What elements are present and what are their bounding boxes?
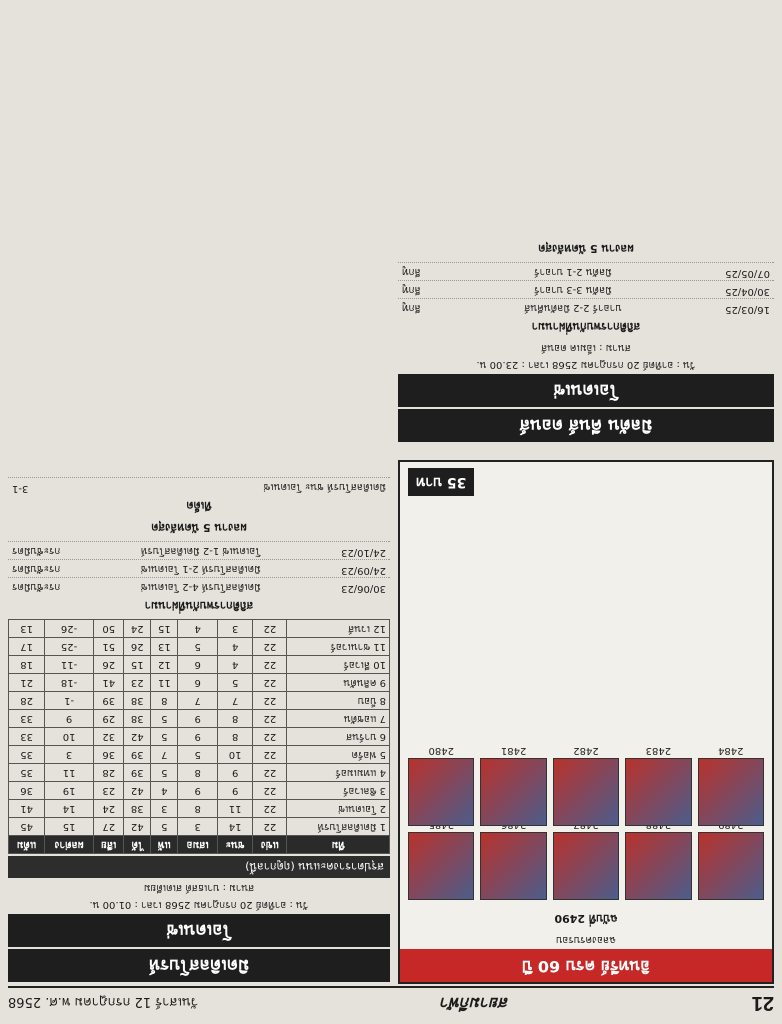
stat-cell: 17	[9, 638, 45, 656]
team-name-cell: 11 ซานเวอร์	[287, 638, 390, 656]
stat-cell: 42	[124, 782, 151, 800]
standings-row	[9, 764, 390, 782]
stat-cell: 6	[178, 656, 218, 674]
last5-heading-left: ผลงาน 5 นัดหลังสุด	[538, 242, 634, 255]
stat-cell: 35	[9, 764, 45, 782]
stat-cell: 14	[218, 818, 253, 836]
stat-cell: 7	[151, 746, 178, 764]
h2h-heading-left: สถิติการพบกันที่ผ่านมา	[531, 320, 641, 333]
stat-cell: 11	[151, 674, 178, 692]
stat-cell: 28	[94, 764, 124, 782]
cover-issue-number: 2480	[428, 745, 454, 756]
col-gf: ได้	[124, 836, 151, 854]
standings-row	[9, 620, 390, 638]
stat-cell: 22	[253, 710, 287, 728]
stat-cell: 39	[94, 692, 124, 710]
h2h-date: 16/03/25	[725, 304, 770, 315]
ad-price: 35 บาท	[408, 468, 474, 496]
magazine-cover-thumb	[698, 745, 764, 826]
team-name-cell: 8 บ็อบ	[287, 692, 390, 710]
stat-cell: 4	[178, 620, 218, 638]
stat-cell: 11	[45, 764, 94, 782]
col-points: แต้ม	[9, 836, 45, 854]
stat-cell: 9	[178, 728, 218, 746]
stat-cell: 15	[124, 656, 151, 674]
stat-cell: -1	[45, 692, 94, 710]
magazine-cover-thumb	[408, 745, 474, 826]
stat-cell: 5	[151, 728, 178, 746]
h2h-text: โอเดนเซ่ 1-2 มิดเดิลสโบรห์	[140, 545, 261, 556]
ad-label: ฉลองครบรอบ	[556, 934, 616, 945]
h2h-comp: กระชับมิตร	[12, 545, 61, 556]
stat-cell: 11	[218, 800, 253, 818]
stat-cell: 23	[94, 782, 124, 800]
stat-cell: 22	[253, 782, 287, 800]
h2h-list	[8, 541, 390, 595]
h2h-row	[398, 280, 774, 298]
standings-row	[9, 818, 390, 836]
standings-title: สรุปตารางคะแนน (ฤดูกาลนี้)	[8, 856, 390, 878]
stat-cell: 42	[124, 818, 151, 836]
col-ga: เสีย	[94, 836, 124, 854]
stat-cell: -26	[45, 620, 94, 638]
cover-issue-number: 2482	[573, 745, 599, 756]
stat-cell: 8	[178, 800, 218, 818]
h2h-row	[8, 541, 390, 559]
stat-cell: 8	[218, 728, 253, 746]
stat-cell: 24	[94, 800, 124, 818]
h2h-row	[398, 262, 774, 280]
last5-heading: ผลงาน 5 นัดหลังสุด	[151, 521, 247, 534]
h2h-row	[8, 559, 390, 577]
team-name-cell: 9 คลินตัน	[287, 674, 390, 692]
match-column-left	[398, 8, 774, 444]
h2h-date: 30/06/23	[341, 583, 386, 594]
match-column-right	[8, 8, 390, 984]
issue-date: วันเสาร์ 12 กรกฎาคม พ.ศ. 2568	[8, 994, 199, 1010]
stat-cell: 41	[9, 800, 45, 818]
cover-issue-number: 2481	[500, 745, 527, 756]
standings-header-row	[9, 836, 390, 854]
stat-cell: 36	[9, 782, 45, 800]
match-title-left: มิลตัน คีนส์ ดอนส์	[398, 409, 774, 442]
h2h-date: 30/04/25	[725, 286, 770, 297]
stat-cell: 19	[45, 782, 94, 800]
stat-cell: 9	[218, 782, 253, 800]
stat-cell: 14	[45, 800, 94, 818]
stat-cell: 8	[178, 764, 218, 782]
h2h-comp: ลีกทู	[402, 284, 421, 295]
h2h-comp: ลีกทู	[402, 302, 421, 313]
stat-cell: 8	[151, 692, 178, 710]
match-title-away: โอเดนเซ่	[8, 914, 390, 947]
magazine-cover-thumb	[480, 832, 546, 900]
stat-cell: 27	[94, 818, 124, 836]
stat-cell: 18	[9, 656, 45, 674]
stat-cell: 3	[151, 800, 178, 818]
magazine-cover-thumb	[698, 832, 764, 900]
team-name-cell: 12 เวนส์	[287, 620, 390, 638]
stat-cell: 3	[178, 818, 218, 836]
h2h-date: 07/05/25	[725, 268, 770, 279]
stat-cell: 13	[9, 620, 45, 638]
team-name-cell: 7 แอชตัน	[287, 710, 390, 728]
stat-cell: 8	[218, 710, 253, 728]
stat-cell: 29	[94, 710, 124, 728]
stat-cell: 50	[94, 620, 124, 638]
stat-cell: 5	[151, 818, 178, 836]
stat-cell: 7	[218, 692, 253, 710]
standings-row	[9, 674, 390, 692]
h2h-list-left	[398, 262, 774, 316]
stat-cell: 13	[151, 638, 178, 656]
magazine-cover-thumb	[553, 745, 619, 826]
standings-row	[9, 638, 390, 656]
venue-left: สนาม : เอ็มเค ดอนส์	[541, 342, 631, 353]
stat-cell: 51	[94, 638, 124, 656]
magazine-cover-thumb	[480, 745, 546, 826]
team-name-cell: 6 บาร์นส	[287, 728, 390, 746]
stat-cell: 10	[45, 728, 94, 746]
match-sub-left: โอเดนเซ่	[398, 374, 774, 407]
ad-issue: ฉบับที่ 2490	[554, 912, 618, 925]
stat-cell: 41	[94, 674, 124, 692]
stat-cell: 26	[124, 638, 151, 656]
stat-cell: 5	[178, 746, 218, 764]
stat-cell: 33	[9, 710, 45, 728]
h2h-row	[8, 577, 390, 595]
col-gd: ผลต่าง	[45, 836, 94, 854]
team-name-cell: 2 โอเดนเซ่	[287, 800, 390, 818]
standings-row	[9, 800, 390, 818]
kickoff-info: วัน : อาทิตย์ 20 กรกฎาคม 2568 เวลา : 01.00 น.	[89, 899, 309, 910]
stat-cell: 4	[151, 782, 178, 800]
standings-table	[8, 619, 390, 854]
stat-cell: 22	[253, 728, 287, 746]
stat-cell: 4	[218, 656, 253, 674]
stat-cell: 22	[253, 620, 287, 638]
stat-cell: 5	[178, 638, 218, 656]
stat-cell: 15	[151, 620, 178, 638]
stat-cell: 22	[253, 656, 287, 674]
stat-cell: 39	[124, 764, 151, 782]
stat-cell: 15	[45, 818, 94, 836]
match-title-home: มิดเดิลสโบรห์	[8, 949, 390, 982]
stat-cell: 22	[253, 800, 287, 818]
col-team: ทีม	[287, 836, 390, 854]
stat-cell: 3	[218, 620, 253, 638]
stat-cell: 10	[218, 746, 253, 764]
h2h-date: 24/10/23	[341, 547, 386, 558]
stat-cell: 9	[218, 764, 253, 782]
standings-row	[9, 728, 390, 746]
ad-title: อินทรีย์ ครบ 60 ปี	[400, 949, 772, 982]
stat-cell: 9	[178, 782, 218, 800]
ad-cover-grid	[400, 745, 772, 908]
stat-cell: 7	[178, 692, 218, 710]
stat-cell: 22	[253, 818, 287, 836]
stat-cell: 32	[94, 728, 124, 746]
stat-cell: 21	[9, 674, 45, 692]
h2h-text: มิดเดิลสโบรห์ 4-2 โอเดนเซ่	[140, 581, 261, 592]
h2h-heading: สถิติการพบกันที่ผ่านมา	[144, 599, 254, 612]
prediction-label: ทีเด็ด	[186, 499, 212, 512]
stat-cell: 38	[124, 692, 151, 710]
stat-cell: 5	[151, 710, 178, 728]
standings-row	[9, 746, 390, 764]
stat-cell: 38	[124, 800, 151, 818]
h2h-date: 24/09/23	[341, 565, 386, 576]
h2h-comp: กระชับมิตร	[12, 581, 61, 592]
cover-issue-number: 2483	[645, 745, 672, 756]
standings-row	[9, 782, 390, 800]
stat-cell: -11	[45, 656, 94, 674]
stat-cell: 22	[253, 746, 287, 764]
team-name-cell: 3 ซิลเวอร์	[287, 782, 390, 800]
stat-cell: 22	[253, 692, 287, 710]
magazine-cover-thumb	[625, 745, 691, 826]
team-name-cell: 4 แทมเมอร์	[287, 764, 390, 782]
stat-cell: 39	[124, 746, 151, 764]
col-lost: แพ้	[151, 836, 178, 854]
stat-cell: 24	[124, 620, 151, 638]
h2h-text: มิลตัน 3-3 บาอาร์	[534, 284, 612, 295]
stat-cell: 9	[178, 710, 218, 728]
stat-cell: 22	[253, 764, 287, 782]
brand-name: สยามกีฬา	[440, 994, 510, 1012]
stat-cell: 9	[45, 710, 94, 728]
h2h-comp: กระชับมิตร	[12, 563, 61, 574]
h2h-text: บาอาร์ 2-2 มิลตันคีนส์	[524, 302, 622, 313]
team-name-cell: 1 มิดเดิลสโบรห์	[287, 818, 390, 836]
stat-cell: -25	[45, 638, 94, 656]
page-header	[8, 986, 774, 1018]
stat-cell: -18	[45, 674, 94, 692]
h2h-comp: ลีกทู	[402, 266, 421, 277]
team-name-cell: 5 ฟอร์ด	[287, 746, 390, 764]
col-drawn: เสมอ	[178, 836, 218, 854]
cover-issue-number: 2484	[718, 745, 744, 756]
stat-cell: 23	[124, 674, 151, 692]
stat-cell: 35	[9, 746, 45, 764]
magazine-cover-thumb	[625, 832, 691, 900]
stat-cell: 26	[94, 656, 124, 674]
stat-cell: 33	[9, 728, 45, 746]
col-won: ชนะ	[218, 836, 253, 854]
h2h-row	[398, 298, 774, 316]
stat-cell: 4	[218, 638, 253, 656]
stat-cell: 42	[124, 728, 151, 746]
stat-cell: 6	[178, 674, 218, 692]
standings-row	[9, 692, 390, 710]
magazine-ad	[398, 460, 774, 984]
h2h-text: มิดเดิลสโบรห์ 2-1 โอเดนเซ่	[140, 563, 261, 574]
stat-cell: 5	[151, 764, 178, 782]
team-name-cell: 10 ลีเวอร์	[287, 656, 390, 674]
stat-cell: 12	[151, 656, 178, 674]
stat-cell: 28	[9, 692, 45, 710]
stat-cell: 3	[45, 746, 94, 764]
stat-cell: 38	[124, 710, 151, 728]
standings-body	[9, 620, 390, 836]
stat-cell: 22	[253, 674, 287, 692]
stat-cell: 36	[94, 746, 124, 764]
page-number: 21	[751, 992, 774, 1015]
stat-cell: 5	[218, 674, 253, 692]
kickoff-left: วัน : อาทิตย์ 20 กรกฎาคม 2568 เวลา : 23.00 น.	[476, 359, 696, 370]
magazine-cover-thumb	[553, 832, 619, 900]
stat-cell: 45	[9, 818, 45, 836]
prediction-line	[8, 477, 390, 495]
prediction-text: มิดเดิลสโบรห์ ชนะ โอเดนเซ่	[263, 481, 386, 492]
prediction-score: 3-1	[12, 483, 29, 494]
venue-info: สนาม : บาเธสต์ สเตเดียม	[143, 882, 255, 893]
h2h-text: มิลตัน 2-1 บาอาร์	[534, 266, 612, 277]
standings-row	[9, 710, 390, 728]
magazine-cover-thumb	[408, 832, 474, 900]
stat-cell: 22	[253, 638, 287, 656]
standings-row	[9, 656, 390, 674]
col-played: แข่ง	[253, 836, 287, 854]
